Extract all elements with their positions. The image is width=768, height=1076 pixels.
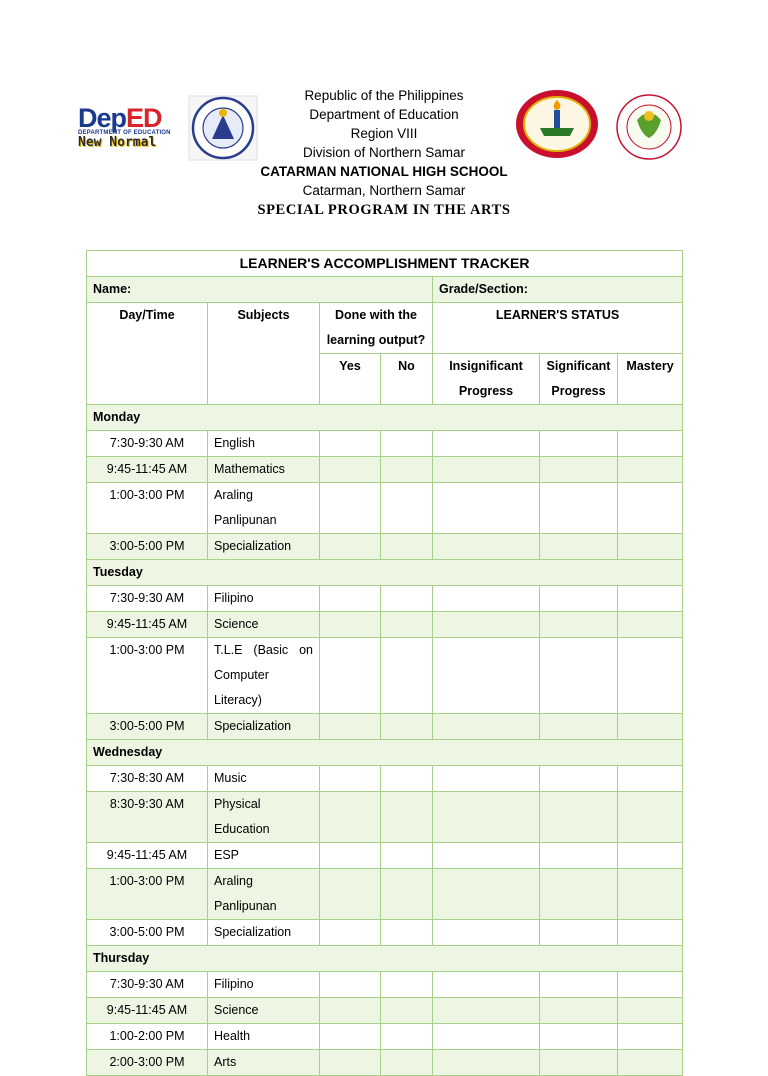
insignificant-checkbox-cell[interactable] <box>433 869 540 920</box>
yes-checkbox-cell[interactable] <box>320 1024 381 1050</box>
time-cell: 7:30-9:30 AM <box>87 431 208 457</box>
day-row <box>87 405 683 431</box>
significant-checkbox-cell[interactable] <box>540 483 618 534</box>
mastery-checkbox-cell[interactable] <box>618 457 683 483</box>
significant-checkbox-cell[interactable] <box>540 431 618 457</box>
no-checkbox-cell[interactable] <box>381 1050 433 1076</box>
no-checkbox-cell[interactable] <box>381 869 433 920</box>
schedule-row <box>87 612 683 638</box>
subject-cell: Music <box>208 766 320 792</box>
subject-cell: Filipino <box>208 972 320 998</box>
time-cell: 9:45-11:45 AM <box>87 612 208 638</box>
subject-cell: Science <box>208 998 320 1024</box>
insignificant-checkbox-cell[interactable] <box>433 483 540 534</box>
day-label: Thursday <box>87 946 683 972</box>
col-day-time: Day/Time <box>87 303 208 405</box>
time-cell: 1:00-2:00 PM <box>87 1024 208 1050</box>
time-cell: 1:00-3:00 PM <box>87 483 208 534</box>
time-cell: 1:00-3:00 PM <box>87 638 208 714</box>
col-yes: Yes <box>320 354 381 405</box>
insignificant-checkbox-cell[interactable] <box>433 638 540 714</box>
grade-section-field[interactable]: Grade/Section: <box>433 277 683 303</box>
significant-checkbox-cell[interactable] <box>540 1024 618 1050</box>
mastery-checkbox-cell[interactable] <box>618 638 683 714</box>
schedule-row <box>87 534 683 560</box>
no-checkbox-cell[interactable] <box>381 457 433 483</box>
yes-checkbox-cell[interactable] <box>320 612 381 638</box>
insignificant-checkbox-cell[interactable] <box>433 843 540 869</box>
mastery-checkbox-cell[interactable] <box>618 1050 683 1076</box>
no-checkbox-cell[interactable] <box>381 483 433 534</box>
col-subjects: Subjects <box>208 303 320 405</box>
day-row <box>87 560 683 586</box>
subject-cell: Health <box>208 1024 320 1050</box>
significant-checkbox-cell[interactable] <box>540 792 618 843</box>
department-line: Department of Education <box>309 107 459 122</box>
time-cell: 7:30-9:30 AM <box>87 586 208 612</box>
subject-cell: Specialization <box>208 920 320 946</box>
insignificant-checkbox-cell[interactable] <box>433 534 540 560</box>
insignificant-checkbox-cell[interactable] <box>433 1050 540 1076</box>
table-title-row <box>87 251 683 277</box>
schedule-row <box>87 1050 683 1076</box>
schedule-row <box>87 792 683 843</box>
day-row <box>87 740 683 766</box>
day-row <box>87 946 683 972</box>
no-checkbox-cell[interactable] <box>381 638 433 714</box>
no-checkbox-cell[interactable] <box>381 714 433 740</box>
no-checkbox-cell[interactable] <box>381 998 433 1024</box>
insignificant-checkbox-cell[interactable] <box>433 457 540 483</box>
deped-subtitle: DEPARTMENT OF EDUCATION <box>78 130 171 136</box>
subject-cell: English <box>208 431 320 457</box>
time-cell: 9:45-11:45 AM <box>87 843 208 869</box>
yes-checkbox-cell[interactable] <box>320 534 381 560</box>
mastery-checkbox-cell[interactable] <box>618 1024 683 1050</box>
schedule-row <box>87 586 683 612</box>
mastery-checkbox-cell[interactable] <box>618 792 683 843</box>
subject-cell: T.L.E (Basic on Computer Literacy) <box>208 638 320 714</box>
subject-cell: Mathematics <box>208 457 320 483</box>
time-cell: 9:45-11:45 AM <box>87 998 208 1024</box>
col-no: No <box>381 354 433 405</box>
significant-checkbox-cell[interactable] <box>540 869 618 920</box>
time-cell: 7:30-9:30 AM <box>87 972 208 998</box>
no-checkbox-cell[interactable] <box>381 586 433 612</box>
insignificant-checkbox-cell[interactable] <box>433 612 540 638</box>
mastery-checkbox-cell[interactable] <box>618 534 683 560</box>
insignificant-checkbox-cell[interactable] <box>433 998 540 1024</box>
subject-cell: Araling Panlipunan <box>208 869 320 920</box>
subject-cell: ESP <box>208 843 320 869</box>
yes-checkbox-cell[interactable] <box>320 638 381 714</box>
time-cell: 3:00-5:00 PM <box>87 920 208 946</box>
division-line: Division of Northern Samar <box>302 145 466 160</box>
no-checkbox-cell[interactable] <box>381 766 433 792</box>
time-cell: 2:00-3:00 PM <box>87 1050 208 1076</box>
deped-tagline: New Normal <box>78 135 157 150</box>
mastery-checkbox-cell[interactable] <box>618 843 683 869</box>
school-location: Catarman, Northern Samar <box>302 183 466 198</box>
insignificant-checkbox-cell[interactable] <box>433 714 540 740</box>
name-grade-row <box>87 277 683 303</box>
subject-cell: Filipino <box>208 586 320 612</box>
yes-checkbox-cell[interactable] <box>320 1050 381 1076</box>
accomplishment-tracker-table <box>86 250 683 1076</box>
col-insignificant-progress: Insignificant Progress <box>433 354 540 405</box>
mastery-checkbox-cell[interactable] <box>618 431 683 457</box>
insignificant-checkbox-cell[interactable] <box>433 920 540 946</box>
schedule-row <box>87 920 683 946</box>
significant-checkbox-cell[interactable] <box>540 1050 618 1076</box>
mastery-checkbox-cell[interactable] <box>618 612 683 638</box>
mastery-checkbox-cell[interactable] <box>618 766 683 792</box>
col-significant-progress: Significant Progress <box>540 354 618 405</box>
republic-line: Republic of the Philippines <box>304 88 464 103</box>
time-cell: 1:00-3:00 PM <box>87 869 208 920</box>
significant-checkbox-cell[interactable] <box>540 998 618 1024</box>
yes-checkbox-cell[interactable] <box>320 843 381 869</box>
region-line: Region VIII <box>350 126 418 141</box>
subject-cell: Physical Education <box>208 792 320 843</box>
schedule-row <box>87 766 683 792</box>
schedule-row <box>87 714 683 740</box>
yes-checkbox-cell[interactable] <box>320 457 381 483</box>
mastery-checkbox-cell[interactable] <box>618 972 683 998</box>
no-checkbox-cell[interactable] <box>381 431 433 457</box>
insignificant-checkbox-cell[interactable] <box>433 972 540 998</box>
no-checkbox-cell[interactable] <box>381 1024 433 1050</box>
schedule-row <box>87 869 683 920</box>
schedule-row <box>87 998 683 1024</box>
insignificant-checkbox-cell[interactable] <box>433 431 540 457</box>
no-checkbox-cell[interactable] <box>381 792 433 843</box>
significant-checkbox-cell[interactable] <box>540 638 618 714</box>
schedule-row <box>87 457 683 483</box>
no-checkbox-cell[interactable] <box>381 612 433 638</box>
no-checkbox-cell[interactable] <box>381 920 433 946</box>
yes-checkbox-cell[interactable] <box>320 972 381 998</box>
subject-cell: Specialization <box>208 534 320 560</box>
subject-cell: Specialization <box>208 714 320 740</box>
day-label: Wednesday <box>87 740 683 766</box>
yes-checkbox-cell[interactable] <box>320 586 381 612</box>
schedule-row <box>87 972 683 998</box>
mastery-checkbox-cell[interactable] <box>618 586 683 612</box>
school-name: CATARMAN NATIONAL HIGH SCHOOL <box>260 164 508 179</box>
col-mastery: Mastery <box>618 354 683 405</box>
significant-checkbox-cell[interactable] <box>540 534 618 560</box>
time-cell: 3:00-5:00 PM <box>87 534 208 560</box>
insignificant-checkbox-cell[interactable] <box>433 792 540 843</box>
yes-checkbox-cell[interactable] <box>320 766 381 792</box>
subject-cell: Science <box>208 612 320 638</box>
yes-checkbox-cell[interactable] <box>320 431 381 457</box>
insignificant-checkbox-cell[interactable] <box>433 1024 540 1050</box>
mastery-checkbox-cell[interactable] <box>618 998 683 1024</box>
schedule-row <box>87 843 683 869</box>
yes-checkbox-cell[interactable] <box>320 714 381 740</box>
program-title: SPECIAL PROGRAM IN THE ARTS <box>257 202 511 218</box>
significant-checkbox-cell[interactable] <box>540 714 618 740</box>
significant-checkbox-cell[interactable] <box>540 843 618 869</box>
time-cell: 3:00-5:00 PM <box>87 714 208 740</box>
document-header <box>0 86 768 219</box>
no-checkbox-cell[interactable] <box>381 534 433 560</box>
subject-cell: Araling Panlipunan <box>208 483 320 534</box>
mastery-checkbox-cell[interactable] <box>618 714 683 740</box>
significant-checkbox-cell[interactable] <box>540 457 618 483</box>
table-title: LEARNER'S ACCOMPLISHMENT TRACKER <box>87 251 683 277</box>
time-cell: 9:45-11:45 AM <box>87 457 208 483</box>
significant-checkbox-cell[interactable] <box>540 972 618 998</box>
significant-checkbox-cell[interactable] <box>540 766 618 792</box>
significant-checkbox-cell[interactable] <box>540 586 618 612</box>
insignificant-checkbox-cell[interactable] <box>433 586 540 612</box>
no-checkbox-cell[interactable] <box>381 843 433 869</box>
mastery-checkbox-cell[interactable] <box>618 483 683 534</box>
day-label: Tuesday <box>87 560 683 586</box>
insignificant-checkbox-cell[interactable] <box>433 766 540 792</box>
mastery-checkbox-cell[interactable] <box>618 869 683 920</box>
time-cell: 7:30-8:30 AM <box>87 766 208 792</box>
yes-checkbox-cell[interactable] <box>320 792 381 843</box>
schedule-row <box>87 1024 683 1050</box>
schedule-row <box>87 483 683 534</box>
col-learners-status: LEARNER'S STATUS <box>433 303 683 354</box>
deped-wordmark: DepED <box>78 103 162 133</box>
column-header-row <box>87 303 683 354</box>
significant-checkbox-cell[interactable] <box>540 920 618 946</box>
yes-checkbox-cell[interactable] <box>320 998 381 1024</box>
yes-checkbox-cell[interactable] <box>320 869 381 920</box>
col-done: Done with the learning output? <box>320 303 433 354</box>
no-checkbox-cell[interactable] <box>381 972 433 998</box>
name-field[interactable]: Name: <box>87 277 433 303</box>
yes-checkbox-cell[interactable] <box>320 920 381 946</box>
day-label: Monday <box>87 405 683 431</box>
subject-cell: Arts <box>208 1050 320 1076</box>
time-cell: 8:30-9:30 AM <box>87 792 208 843</box>
schedule-row <box>87 638 683 714</box>
significant-checkbox-cell[interactable] <box>540 612 618 638</box>
yes-checkbox-cell[interactable] <box>320 483 381 534</box>
schedule-row <box>87 431 683 457</box>
mastery-checkbox-cell[interactable] <box>618 920 683 946</box>
